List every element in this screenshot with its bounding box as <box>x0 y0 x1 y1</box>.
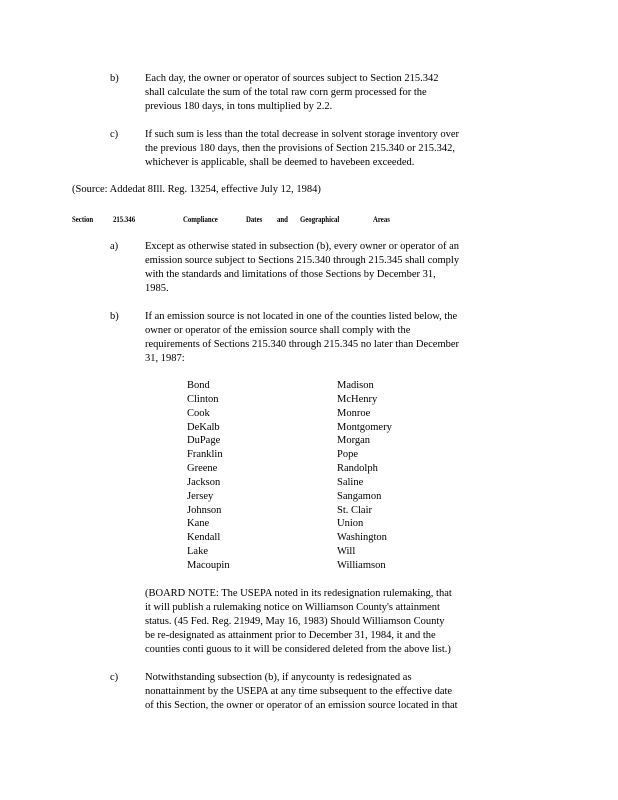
item-label-c2: c) <box>110 672 119 683</box>
section-title-and: and <box>277 215 288 224</box>
paragraph-b1 <box>145 72 503 114</box>
county-name: Greene <box>187 463 218 475</box>
text-line: requirements of Sections 215.340 through 215.345 no later than December <box>145 339 460 350</box>
paragraph-c1 <box>145 128 503 170</box>
county-name: Franklin <box>187 449 223 461</box>
text-line: owner or operator of the emission source shall comply with the <box>145 325 411 336</box>
section-title-dates: Dates <box>246 215 263 224</box>
text-line: it will publish a rulemaking notice on Williamson County's attainment <box>145 602 440 613</box>
item-label-b1: b) <box>110 73 119 84</box>
county-name: Kane <box>187 518 210 530</box>
paragraph-b2 <box>145 310 503 366</box>
text-line: 1985. <box>145 283 169 294</box>
item-label-a: a) <box>110 241 119 252</box>
text-line: Each day, the owner or operator of sources subject to Section 215.342 <box>145 73 439 84</box>
section-word: Section <box>72 215 94 224</box>
county-name: Jersey <box>187 490 214 502</box>
county-name: Johnson <box>187 504 222 516</box>
county-name: Saline <box>337 476 364 488</box>
text-line: be re-designated as attainment prior to December 31, 1984, it and the <box>145 630 436 641</box>
text-line: status. (45 Fed. Reg. 21949, May 16, 1983) Should Williamson County <box>145 616 445 627</box>
county-name: Williamson <box>337 559 386 571</box>
text-line: whichever is applicable, shall be deemed to havebeen exceeded. <box>145 157 415 168</box>
section-title-geographical: Geographical <box>300 215 340 224</box>
text-line: (BOARD NOTE: The USEPA noted in its redesignation rulemaking, that <box>145 588 452 599</box>
text-line: counties conti guous to it will be considered deleted from the above list.) <box>145 644 451 655</box>
text-line: Except as otherwise stated in subsection (b), every owner or operator of an <box>145 241 460 252</box>
county-name: Monroe <box>337 407 371 419</box>
county-name: Montgomery <box>337 421 392 433</box>
county-name: Clinton <box>187 393 219 405</box>
county-name: Washington <box>337 532 387 544</box>
section-title-areas: Areas <box>373 215 390 224</box>
county-list-left <box>187 379 307 573</box>
county-name: Will <box>337 546 356 558</box>
text-line: 31, 1987: <box>145 353 185 364</box>
section-title-compliance: Compliance <box>183 215 218 224</box>
county-name: St. Clair <box>337 504 373 516</box>
text-line: If an emission source is not located in one of the counties listed below, the <box>145 311 458 322</box>
county-name: Pope <box>337 449 358 461</box>
text-line: emission source subject to Sections 215.340 through 215.345 shall comply <box>145 255 460 266</box>
county-list-right <box>337 379 457 573</box>
text-line: with the standards and limitations of those Sections by December 31, <box>145 269 436 280</box>
county-name: Jackson <box>187 476 221 488</box>
text-line: nonattainment by the USEPA at any time subsequent to the effective date <box>145 686 453 697</box>
county-name: Madison <box>337 380 374 391</box>
county-name: Lake <box>187 546 208 558</box>
county-name: McHenry <box>337 393 378 405</box>
text-line: shall calculate the sum of the total raw corn germ processed for the <box>145 87 427 98</box>
text-line: If such sum is less than the total decrease in solvent storage inventory over <box>145 129 460 140</box>
paragraph-a <box>145 240 503 296</box>
county-name: Bond <box>187 380 210 391</box>
item-label-b2: b) <box>110 311 119 322</box>
county-name: DeKalb <box>187 421 220 433</box>
text-line: Notwithstanding subsection (b), if anycounty is redesignated as <box>145 672 412 683</box>
county-name: Sangamon <box>337 490 382 502</box>
board-note <box>145 587 503 657</box>
source-citation: (Source: Addedat 8Ill. Reg. 13254, effective July 12, 1984) <box>72 184 321 195</box>
county-name: Union <box>337 518 364 530</box>
text-line: the previous 180 days, then the provisions of Section 215.340 or 215.342, <box>145 143 456 154</box>
county-name: Morgan <box>337 435 371 447</box>
county-name: DuPage <box>187 435 221 447</box>
text-line: of this Section, the owner or operator of an emission source located in that <box>145 700 458 711</box>
item-label-c1: c) <box>110 129 119 140</box>
county-name: Cook <box>187 407 210 419</box>
text-line: previous 180 days, in tons multiplied by 2.2. <box>145 101 333 112</box>
county-name: Randolph <box>337 463 378 475</box>
paragraph-c2 <box>145 671 503 713</box>
county-name: Kendall <box>187 532 221 544</box>
section-number: 215.346 <box>113 215 136 224</box>
county-name: Macoupin <box>187 559 230 571</box>
